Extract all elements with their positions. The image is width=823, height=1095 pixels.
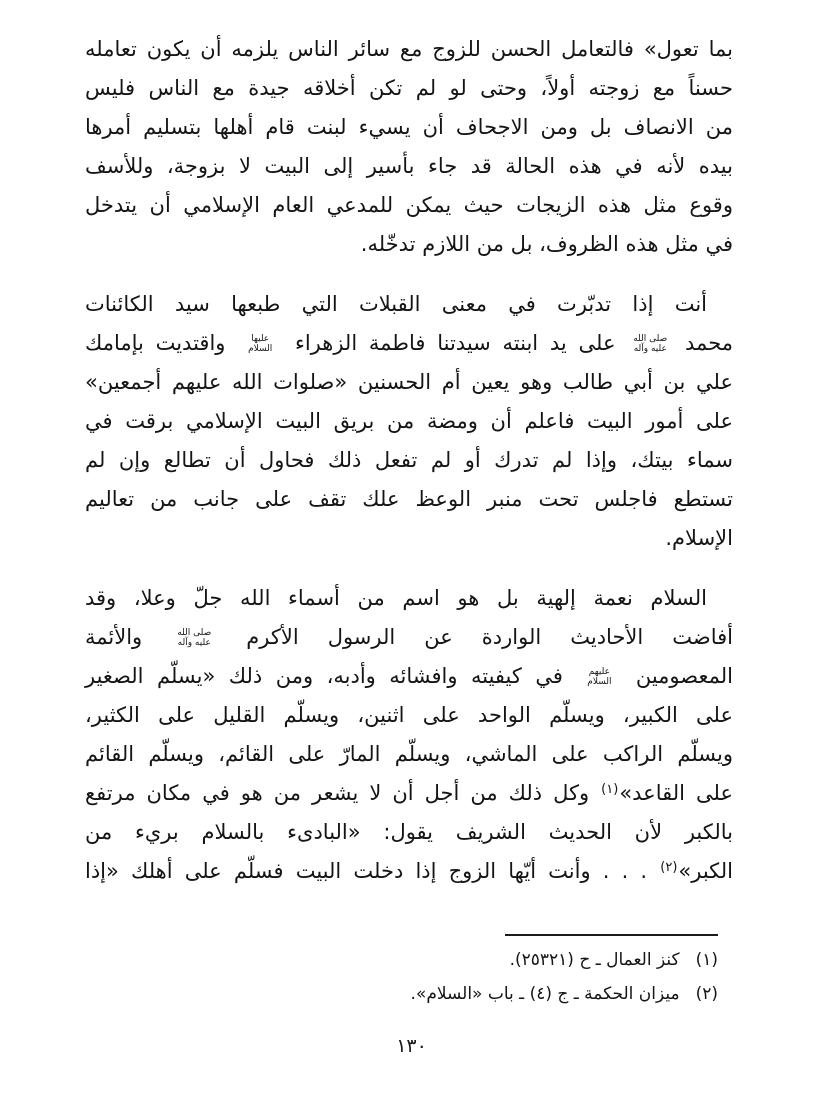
paragraph xyxy=(85,285,733,558)
text-line: محمد صلى الله عليه وآله على يد ابنته سيدتنا فاطمة الزهراء عليها السلام واقتديت بإمامك xyxy=(85,331,733,355)
text-line: في مثل هذه الظروف، بل من اللازم تدخّله. xyxy=(360,232,733,256)
paragraph xyxy=(85,579,733,891)
text-line: على الكبير، ويسلّم الواحد على اثنين، ويسلّم القليل على الكثير، xyxy=(85,703,733,727)
footnote-ref-marker: (٢) xyxy=(660,860,678,875)
text-line: على القاعد»$^{(١)}$ وكل ذلك من أجل أن لا يشعر من هو في مكان مرتفع xyxy=(85,781,733,805)
text-line: الكبر»$^{(٢)}$ . . . وأنت أيّها الزوج إذا دخلت البيت فسلّم على أهلك «إذا xyxy=(85,859,733,883)
footnote-number: (٢) xyxy=(695,984,718,1004)
footnote-number: (١) xyxy=(695,950,718,970)
body-text xyxy=(85,30,733,891)
text-line: وقوع مثل هذه الزيجات حيث يمكن للمدعي العام الإسلامي أن يتدخل xyxy=(85,193,733,217)
page-number: ١٣٠ xyxy=(396,1035,427,1057)
text-line: تستطع فاجلس تحت منبر الوعظ علك تقف على جانب من تعاليم xyxy=(85,487,733,511)
text-line: حسناً مع زوجته أولاً، وحتى لو لم تكن أخلاقه جيدة مع الناس فليس xyxy=(85,76,733,100)
text-line: سماء بيتك، وإذا لم تدرك أو لم تفعل ذلك فحاول أن تطالع وإن لم xyxy=(85,448,733,472)
footnotes xyxy=(238,943,718,1011)
text-line: المعصومين عليهم السلام في كيفيته وافشائه وأدبه، ومن ذلك «يسلّم الصغير xyxy=(85,664,733,688)
text-line: من الانصاف بل ومن الاجحاف أن يسيء لبنت قام أهلها بتسليم أمرها xyxy=(85,115,733,139)
footnote xyxy=(238,977,718,1011)
honorific-alayha-salam-icon: عليها السلام xyxy=(248,334,273,354)
text-line: على أمور البيت فاعلم أن ومضة من بريق البيت الإسلامي برقت في xyxy=(85,409,733,433)
footnote-text: كنز العمال ـ ح (٢٥٣٢١). xyxy=(509,950,680,970)
text-line: علي بن أبي طالب وهو يعين أم الحسنين «صلوات الله عليهم أجمعين» xyxy=(85,370,733,394)
text-line: ويسلّم الراكب على الماشي، ويسلّم المارّ على القائم، ويسلّم القائم xyxy=(85,742,733,766)
paragraph xyxy=(85,30,733,264)
text-line: أفاضت الأحاديث الواردة عن الرسول الأكرم صلى الله عليه وآله والأئمة xyxy=(85,625,733,649)
text-line: أنت إذا تدبّرت في معنى القبلات التي طبعها سيد الكائنات xyxy=(85,292,707,316)
text-line: بالكبر لأن الحديث الشريف يقول: «البادىء بالسلام بريء من xyxy=(85,820,733,844)
footnote xyxy=(238,943,718,977)
text-line: السلام نعمة إلهية بل هو اسم من أسماء الله جلّ وعلا، وقد xyxy=(85,586,707,610)
honorific-alayhim-salam-icon: عليهم السلام xyxy=(587,667,612,687)
footnote-text: ميزان الحكمة ـ ج (٤) ـ باب «السلام». xyxy=(410,984,680,1004)
text-line: بما تعول» فالتعامل الحسن للزوج مع سائر الناس يلزمه أن يكون تعامله xyxy=(85,37,733,61)
honorific-pbuh-icon: صلى الله عليه وآله xyxy=(177,628,212,648)
honorific-pbuh-icon: صلى الله عليه وآله xyxy=(633,334,668,354)
footnote-separator-rule xyxy=(505,934,718,936)
text-line: الإسلام. xyxy=(665,526,733,550)
footnote-ref-marker: (١) xyxy=(601,782,619,797)
text-line: بيده لأنه في هذه الحالة قد جاء بأسير إلى البيت لا بزوجة، وللأسف xyxy=(85,154,733,178)
